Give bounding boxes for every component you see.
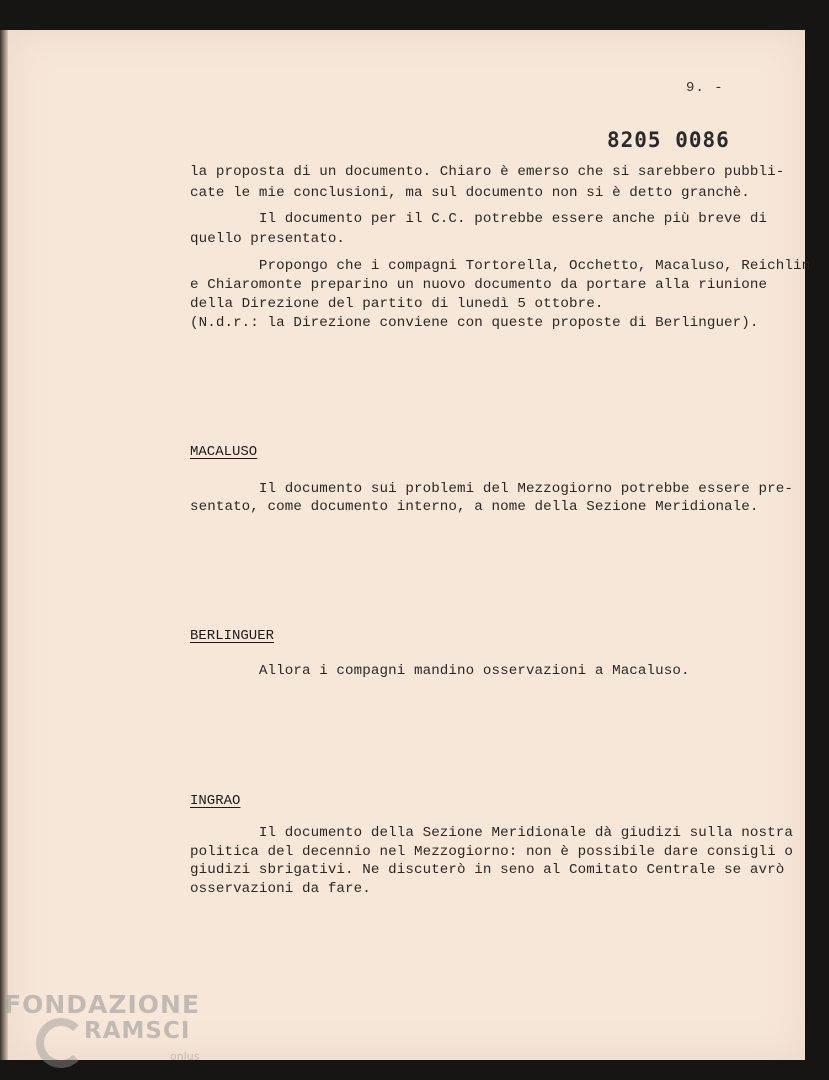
text-line: quello presentato.: [190, 231, 346, 247]
page-number: 9. -: [686, 80, 724, 96]
text-line: Allora i compagni mandino osservazioni a Macaluso.: [190, 663, 690, 679]
text-line: (N.d.r.: la Direzione conviene con queste proposte di Berlinguer).: [190, 315, 759, 331]
watermark-gramsci: RAMSCI: [84, 1018, 191, 1044]
text-line: Propongo che i compagni Tortorella, Occhetto, Macaluso, Reichlin: [190, 258, 811, 274]
text-line: osservazioni da fare.: [190, 881, 371, 897]
text-line: politica del decennio nel Mezzogiorno: non è possibile dare consigli o: [190, 844, 793, 860]
watermark-fondazione: FONDAZIONE: [4, 990, 201, 1019]
text-line: Il documento della Sezione Meridionale dà giudizi sulla nostra: [190, 825, 793, 841]
text-line: sentato, come documento interno, a nome della Sezione Meridionale.: [190, 499, 759, 515]
watermark-onlus: onlus: [170, 1050, 200, 1063]
text-line: giudizi sbrigativi. Ne discuterò in seno al Comitato Centrale se avrò: [190, 862, 785, 878]
watermark-g-logo-icon: [36, 1018, 86, 1068]
text-line: della Direzione del partito di lunedì 5 ottobre.: [190, 296, 604, 312]
text-line: cate le mie conclusioni, ma sul documento non si è detto granchè.: [190, 185, 750, 201]
text-line: Il documento per il C.C. potrebbe essere anche più breve di: [190, 211, 768, 227]
text-line: la proposta di un documento. Chiaro è emerso che si sarebbero pubbli-: [190, 164, 785, 180]
text-line: e Chiaromonte preparino un nuovo documento da portare alla riunione: [190, 277, 768, 293]
speaker-name: BERLINGUER: [190, 628, 275, 644]
speaker-name: INGRAO: [190, 793, 241, 809]
archive-stamp: 8205 0086: [607, 128, 730, 152]
speaker-name: MACALUSO: [190, 444, 258, 460]
text-line: Il documento sui problemi del Mezzogiorno potrebbe essere pre-: [190, 481, 793, 497]
